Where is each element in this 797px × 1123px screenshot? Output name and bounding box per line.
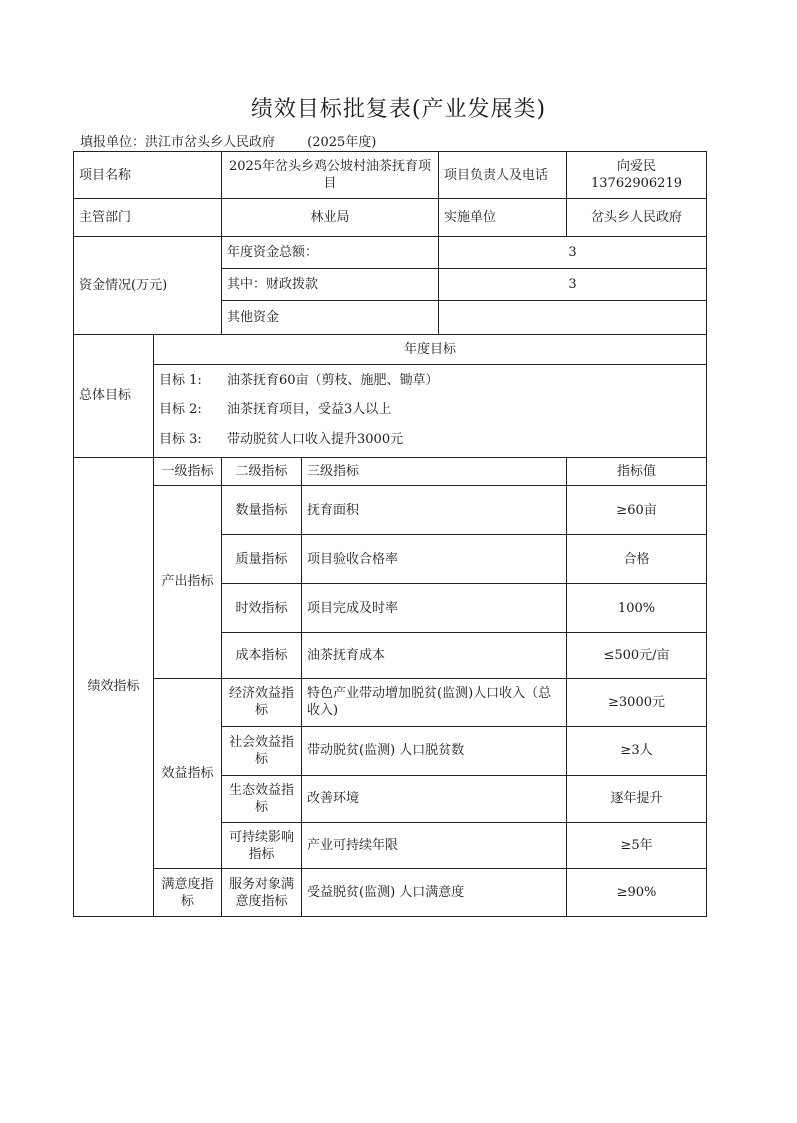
goals-header-row	[74, 334, 707, 364]
dept-label: 主管部门	[74, 199, 222, 236]
goal-num-2: 目标 2:	[159, 402, 202, 418]
benefit-l2: 可持续影响指标	[222, 822, 302, 868]
output-label: 产出指标	[154, 485, 222, 678]
dept-value: 林业局	[222, 199, 439, 236]
funds-label: 资金情况(万元)	[74, 236, 222, 334]
benefit-l3: 产业可持续年限	[302, 822, 567, 868]
goal-item-3	[154, 423, 707, 457]
benefit-l2: 经济效益指标	[222, 678, 302, 726]
project-contact-label: 项目负责人及电话	[439, 152, 567, 199]
filler-info	[80, 131, 376, 150]
goal-num-3: 目标 3:	[159, 432, 202, 448]
perf-header-l3: 三级指标	[302, 457, 567, 485]
project-name-value: 2025年岔头乡鸡公坡村油茶抚育项目	[222, 152, 439, 199]
goals-header: 年度目标	[154, 334, 707, 364]
output-l3: 抚育面积	[302, 485, 567, 534]
goal-item-2	[154, 397, 707, 423]
benefit-value: ≥3人	[567, 727, 707, 775]
perf-header-l1: 一级指标	[154, 457, 222, 485]
performance-table	[73, 151, 707, 917]
satisfaction-l2: 服务对象满意度指标	[222, 869, 302, 917]
goals-label: 总体目标	[74, 334, 154, 457]
dept-row	[74, 199, 707, 236]
goal-row-2	[74, 397, 707, 423]
output-l2: 质量指标	[222, 535, 302, 583]
page-title: 绩效目标批复表(产业发展类)	[250, 97, 547, 122]
goal-text-1: 油茶抚育60亩（剪枝、施肥、锄草）	[227, 373, 439, 389]
satisfaction-label: 满意度指标	[154, 869, 222, 917]
benefit-value: 逐年提升	[567, 775, 707, 822]
benefit-l3: 改善环境	[302, 775, 567, 822]
project-row	[74, 152, 707, 199]
benefit-l3: 特色产业带动增加脱贫(监测)人口收入（总收入)	[302, 678, 567, 726]
funds-fiscal-label: 其中：财政拨款	[222, 269, 439, 301]
perf-header-row	[74, 457, 707, 485]
perf-label: 绩效指标	[74, 457, 154, 916]
output-l2: 时效指标	[222, 583, 302, 632]
filler-year: (2025年度)	[307, 135, 377, 150]
benefit-l2: 生态效益指标	[222, 775, 302, 822]
output-l2: 数量指标	[222, 485, 302, 534]
benefit-l3: 带动脱贫(监测) 人口脱贫数	[302, 727, 567, 775]
perf-header-l2: 二级指标	[222, 457, 302, 485]
output-l3: 油茶抚育成本	[302, 633, 567, 678]
goal-row-3	[74, 423, 707, 457]
goal-text-2: 油茶抚育项目，受益3人以上	[227, 402, 392, 418]
satisfaction-value: ≥90%	[567, 869, 707, 917]
benefit-label: 效益指标	[154, 678, 222, 869]
table-row	[74, 869, 707, 917]
table-row	[74, 485, 707, 534]
funds-other-value	[439, 301, 707, 334]
satisfaction-l3: 受益脱贫(监测) 人口满意度	[302, 869, 567, 917]
output-l3: 项目验收合格率	[302, 535, 567, 583]
goal-num-1: 目标 1:	[159, 373, 202, 389]
benefit-value: ≥3000元	[567, 678, 707, 726]
funds-other-label: 其他资金	[222, 301, 439, 334]
project-contact-value: 向爱民13762906219	[567, 152, 707, 199]
output-value: ≥60亩	[567, 485, 707, 534]
output-value: 100%	[567, 583, 707, 632]
funds-total-label: 年度资金总额：	[222, 236, 439, 268]
benefit-value: ≥5年	[567, 822, 707, 868]
goal-row-1	[74, 364, 707, 396]
output-value: 合格	[567, 535, 707, 583]
impl-label: 实施单位	[439, 199, 567, 236]
output-value: ≤500元/亩	[567, 633, 707, 678]
filler-unit: 填报单位：洪江市岔头乡人民政府	[80, 135, 276, 150]
goal-item-1	[154, 364, 707, 396]
project-name-label: 项目名称	[74, 152, 222, 199]
goal-text-3: 带动脱贫人口收入提升3000元	[227, 432, 404, 448]
impl-value: 岔头乡人民政府	[567, 199, 707, 236]
output-l2: 成本指标	[222, 633, 302, 678]
funds-fiscal-value: 3	[439, 269, 707, 301]
benefit-l2: 社会效益指标	[222, 727, 302, 775]
output-l3: 项目完成及时率	[302, 583, 567, 632]
funds-total-value: 3	[439, 236, 707, 268]
perf-header-value: 指标值	[567, 457, 707, 485]
table-row	[74, 678, 707, 726]
funds-total-row	[74, 236, 707, 268]
